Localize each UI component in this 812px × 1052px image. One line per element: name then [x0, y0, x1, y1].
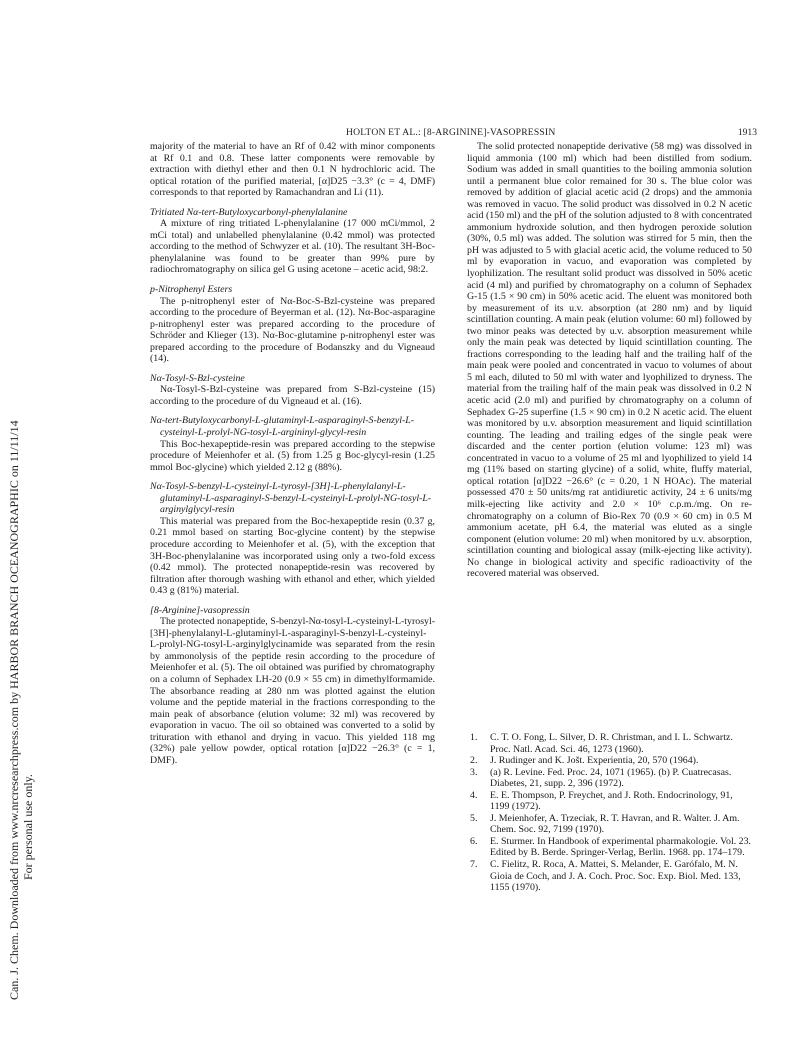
reference-number: 1.	[470, 732, 478, 743]
right-column	[467, 141, 752, 580]
reference-number: 6.	[470, 835, 478, 847]
section-heading-tosyl: Nα-Tosyl-S-Bzl-cysteine	[150, 372, 245, 384]
reference-number: 3.	[470, 766, 478, 778]
running-header	[150, 127, 757, 141]
reference-number: 7.	[470, 859, 478, 871]
paragraph: Nα-Tosyl-S-Bzl-cysteine was prepared from S-Bzl-cysteine (15) according to the procedure of du Vigneaud et al. (16).	[150, 384, 435, 407]
download-notice	[0, 0, 40, 1052]
personal-use-notice: For personal use only.	[21, 774, 35, 880]
section-heading-nitrophenyl: p-Nitrophenyl Esters	[150, 284, 233, 296]
paragraph: The solid protected nonapeptide derivative (58 mg) was dissolved in liquid ammonia (100 ml) which had been distilled from sodium. Sodium was added in small quantities to the boiling ammonia solution until a permanent blue color remained for 30 s. The blue color was removed by addition of glacial acetic acid (2 drops) and the ammonia was removed in vacuo. The solid product was dissolved in 0.2 N acetic acid (150 ml) and the pH of the solution adjusted to 8 with concentrated ammonium hydroxide solution, and then hydrogen peroxide solution (30%, 0.5 ml) was added. The solution was stirred for 5 min, then the pH was adjusted to 5 with glacial acetic acid, the volume reduced to 50 ml by evaporation in vacuo, and evaporation was completed by lyophilization. The resultant solid product was dissolved in 50% acetic acid (4 ml) and purified by chromatography on a column of Sephadex G-15 (1.5 × 90 cm) in 50% acetic acid. The eluent was monitored both by measurement of its u.v. absorption (at 280 nm) and by liquid scintillation counting. A main peak (elution volume: 60 ml) followed by two minor peaks was detected by u.v. absorption measurement while only the main peak was detected by liquid scintillation counting. The fractions corresponding to the leading half and the trailing half of the main peak were pooled and concentrated in vacuo to volumes of about 5 ml each, diluted to 50 ml with water and lyophilized to dryness. The material from the trailing half of the main peak was dissolved in 0.2 N acetic acid (2.0 ml) and purified by chromatography on a column of Sephadex G-25 superfine (1.5 × 90 cm) in 0.2 N acetic acid. The eluent was monitored by u.v. absorption measurement and liquid scintillation counting. The leading and trailing edges of the single peak were discarded and the center portion (elution volume: 123 ml) was concentrated in vacuo to a volume of 25 ml and lyophilized to yield 14 mg (11% based on starting glycine) of a solid, white, fluffy material, optical rotation [α]D22 −26.6° (c = 0.20, 1 N HOAc). The material possessed 470 ± 50 units/mg rat antidiuretic activity, 24 ± 6 units/mg milk-ejecting like activity and 2.0 × 10⁶ c.p.m./mg. On re-chromatography on a column of Bio-Rex 70 (0.9 × 60 cm) in 0.5 M ammonium acetate, pH 6.4, the material was eluted as a single component (elution volume: 20 ml) when monitored by u.v. absorption, scintillation counting and biological assay (milk-ejecting like activity). No change in biological activity and specific radioactivity of the recovered material was observed.	[467, 141, 752, 580]
reference-text: J. Rudinger and K. Jošt. Experientia, 20, 570 (1964).	[490, 755, 699, 767]
reference-text: C. Fielitz, R. Roca, A. Mattei, S. Melander, E. Garófalo, M. N. Gioia de Coch, and J. A. Coch. Proc. Soc. Exp. Biol. Med. 133, 1155 (1970).	[490, 859, 741, 894]
reference-text: C. T. O. Fong, L. Silver, D. R. Christman, and I. L. Schwartz. Proc. Natl. Acad. Sci. 46, 1273 (1960).	[490, 732, 733, 755]
section-heading-hexapeptide: Nα-tert-Butyloxycarbonyl-L-glutaminyl-L-asparaginyl-S-benzyl-L-cysteinyl-L-prolyl-NG-tosyl-L-argininyl-glycyl-resin	[150, 415, 415, 439]
paragraph: The protected nonapeptide, S-benzyl-Nα-tosyl-L-cysteinyl-L-tyrosyl-[3H]-phenylalanyl-L-glutaminyl-L-asparaginyl-S-benzyl-L-cysteinyl-L-prolyl-NG-tosyl-L-arginylglycinamide was separated from the resin by ammonolysis of the peptide resin according to the procedure of Meienhofer et al. (5). The oil obtained was purified by chromatography on a column of Sephadex LH-20 (0.9 × 55 cm) in dimethylformamide. The absorbance reading at 280 nm was plotted against the elution volume and the peptide material in the fractions corresponding to the main peak of absorbance (elution volume: 32 ml) was recovered by evaporation in vacuo. The oil so obtained was converted to a solid by trituration with ethanol and drying in vacuo. This yielded 118 mg (32%) pale yellow powder, optical rotation [α]D22 −26.3° (c = 1, DMF).	[150, 616, 436, 766]
section-heading-vasopressin: [8-Arginine]-vasopressin	[150, 604, 250, 616]
reference-item	[467, 767, 752, 790]
page-number: 1913	[737, 127, 757, 138]
reference-item	[467, 755, 752, 767]
paragraph: A mixture of ring tritiated L-phenylalanine (17 000 mCi/mmol, 2 mCi total) and unlabelled phenylalanine (0.42 mmol) was protected according to the method of Schwyzer et al. (10). The resultant 3H-Boc-phenylalanine was found to be greater than 99% pure by radiochromatography on silica gel G using acetone – acetic acid, 98:2.	[150, 218, 435, 276]
download-notice-line: Can. J. Chem. Downloaded from www.nrcresearchpress.com by HARBOR BRANCH OCEANOGRAPHIC on 11/11/14	[7, 420, 21, 1000]
reference-item	[467, 732, 752, 755]
reference-item	[467, 813, 752, 836]
reference-list	[467, 732, 752, 894]
left-column	[150, 141, 435, 766]
paragraph: majority of the material to have an Rf of 0.42 with minor components at Rf 0.1 and 0.8. These latter components were removable by extraction with diethyl ether and then 0.1 N hydrochloric acid. The optical rotation of the purified material, [α]D25 −3.3° (c = 4, DMF) corresponds to that reported by Ramachandran and Li (11).	[150, 141, 435, 199]
reference-text: E. Sturmer. In Handbook of experimental pharmakologie. Vol. 23. Edited by B. Berde. Springer-Verlag, Berlin. 1968. pp. 174–179.	[490, 835, 751, 859]
reference-item	[467, 790, 752, 813]
reference-item	[467, 836, 752, 859]
paragraph: This Boc-hexapeptide-resin was prepared according to the stepwise procedure of Meienhofer et al. (5) from 1.25 g Boc-glycyl-resin (1.25 mmol Boc-glycine) which yielded 2.12 g (88%).	[150, 438, 435, 473]
reference-number: 2.	[470, 755, 478, 767]
paragraph: The p-nitrophenyl ester of Nα-Boc-S-Bzl-cysteine was prepared according to the procedure of Beyerman et al. (12). Nα-Boc-asparagine p-nitrophenyl ester was prepared according to the procedure of Schröder and Klieger (13). Nα-Boc-glutamine p-nitrophenyl ester was prepared according to the procedure of Bodanszky and du Vigneaud (14).	[150, 295, 435, 365]
section-heading-nonapeptide: Nα-Tosyl-S-benzyl-L-cysteinyl-L-tyrosyl-[3H]-L-phenylalanyl-L-glutaminyl-L-asparaginyl-S-benzyl-L-cysteinyl-L-prolyl-NG-tosyl-L-arginylglycyl-resin	[150, 481, 432, 516]
paragraph: This material was prepared from the Boc-hexapeptide resin (0.37 g, 0.21 mmol based on starting Boc-glycine content) by the stepwise procedure according to Meienhofer et al. (5), with the exception that 3H-Boc-phenylalanine was incorporated using only a two-fold excess (0.42 mmol). The protected nonapeptide-resin was recovered by filtration after thorough washing with ethanol and ether, which yielded 0.43 g (81%) material.	[150, 515, 435, 597]
reference-text: (a) R. Levine. Fed. Proc. 24, 1071 (1965). (b) P. Cuatrecasas. Diabetes, 21, supp. 2, 396 (1972).	[490, 766, 732, 790]
reference-text: E. E. Thompson, P. Freychet, and J. Roth. Endocrinology, 91, 1199 (1972).	[490, 789, 733, 813]
reference-number: 4.	[470, 789, 478, 801]
reference-number: 5.	[470, 812, 478, 824]
reference-item	[467, 859, 752, 894]
running-title: HOLTON ET AL.: [8-ARGININE]-VASOPRESSIN	[346, 127, 556, 138]
reference-text: J. Meienhofer, A. Trzeciak, R. T. Havran, and R. Walter. J. Am. Chem. Soc. 92, 7199 (1970).	[490, 812, 740, 836]
section-heading-tritiated: Tritiated Nα-tert-Butyloxycarbonyl-phenylalanine	[150, 206, 348, 218]
